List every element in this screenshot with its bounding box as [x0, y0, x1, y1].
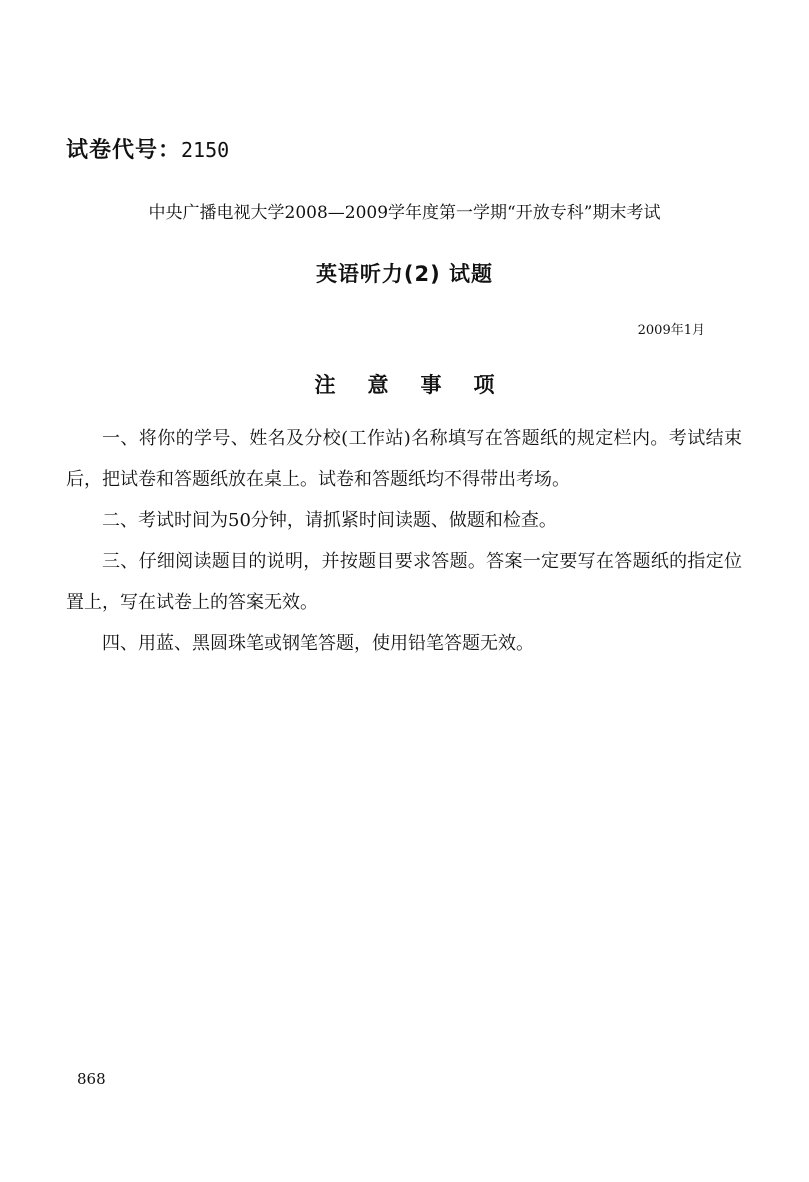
exam-code-label: 试卷代号： [66, 138, 182, 163]
notice-item: 二、考试时间为50分钟，请抓紧时间读题、做题和检查。 [102, 510, 557, 531]
notice-list [66, 418, 742, 664]
notice-heading: 注意事项 [314, 373, 527, 397]
exam-code [66, 133, 229, 164]
notice-item: 四、用蓝、黑圆珠笔或钢笔答题，使用铅笔答题无效。 [102, 633, 534, 654]
exam-code-number: 2150 [181, 138, 230, 162]
exam-date: 2009年1月 [637, 323, 705, 338]
notice-item: 一、将你的学号、姓名及分校(工作站)名称填写在答题纸的规定栏内。考试结束后，把试卷和答题纸放在桌上。试卷和答题纸均不得带出考场。 [66, 428, 742, 490]
page-number: 868 [77, 1070, 106, 1088]
exam-title: 中央广播电视大学2008—2009学年度第一学期“开放专科”期末考试 [148, 203, 661, 223]
subject-title: 英语听力(2) 试题 [315, 262, 494, 286]
notice-item: 三、仔细阅读题目的说明，并按题目要求答题。答案一定要写在答题纸的指定位置上，写在试卷上的答案无效。 [66, 551, 742, 613]
